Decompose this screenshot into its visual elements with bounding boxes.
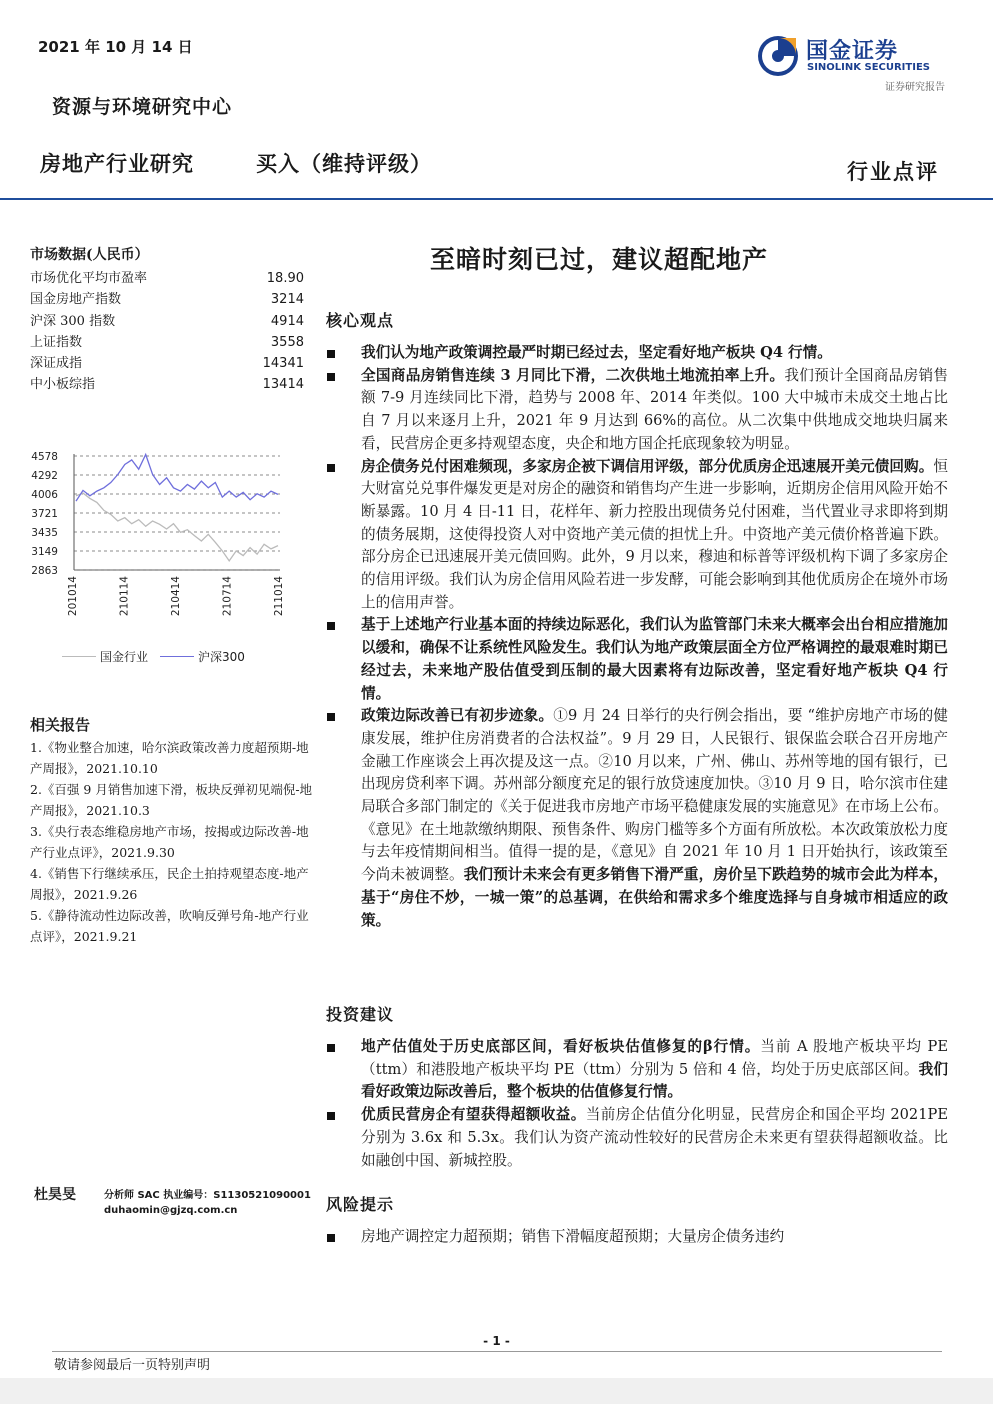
market-value: 18.90 <box>266 271 304 286</box>
x-tick-label: 201014 <box>67 576 79 617</box>
x-tick-label: 210114 <box>118 576 131 617</box>
invest-bold: 地产估值处于历史底部区间，看好板块估值修复的β行情。 <box>361 1038 761 1055</box>
core-view-item <box>326 365 948 456</box>
research-center: 资源与环境研究中心 <box>52 96 233 118</box>
market-label: 上证指数 <box>30 334 83 350</box>
footer-divider <box>52 1351 942 1352</box>
y-tick-label: 3149 <box>31 545 58 558</box>
x-tick-label: 210414 <box>170 576 182 617</box>
y-tick-label: 3721 <box>31 507 58 520</box>
legend-label: 国金行业 <box>100 650 149 664</box>
core-view-text: 恒大财富兑兑事件爆发更是对房企的融资和销售均产生进一步影响，近期房企信用风险开始不断暴露。10 月 4 日-11 日，花样年、新力控股出现债务兑付困难，当代置业寻求即将到期的债务展期，这使得投资人对中资地产美元债的担忧上升。中资地产美元债价格普遍下跌。部分房企已迅速展开美元债回购。此外，9 月以来，穆迪和标普等评级机构下调了多家房企的信用评级。我们认为房企信用风险若进一步发酵，可能会影响到其他优质房企在境外市场上的信用声誉。 <box>361 457 948 611</box>
analyst-info <box>104 1188 311 1218</box>
legend-swatch <box>160 656 194 657</box>
invest-bold: 我们看好政策边际改善后，整个板块的估值修复行情。 <box>361 1060 948 1101</box>
x-tick-label: 211014 <box>273 576 285 617</box>
core-view-bold: 全国商品房销售连续 3 月同比下滑，二次供地土地流拍率上升。 <box>361 366 785 384</box>
legend-item <box>160 648 245 665</box>
logo-cn-text: 国金证券 <box>806 39 899 64</box>
analyst-name: 杜昊旻 <box>34 1187 76 1203</box>
related-report-item[interactable]: 5.《静待流动性边际改善，吹响反弹号角-地产行业点评》，2021.9.21 <box>30 908 309 944</box>
market-row <box>30 268 310 289</box>
core-view-bold: 我们认为地产政策调控最严时期已经过去，坚定看好地产板块 Q4 行情。 <box>361 344 832 361</box>
market-row <box>30 311 310 332</box>
risk-title: 风险提示 <box>326 1195 395 1214</box>
report-title: 至暗时刻已过，建议超配地产 <box>430 245 769 274</box>
core-view-bold: 政策边际改善已有初步迹象。 <box>361 707 554 725</box>
y-tick-label: 4006 <box>31 489 58 502</box>
risk-item: 房地产调控定力超预期；销售下滑幅度超预期；大量房企债务违约 <box>326 1226 948 1249</box>
market-data-title: 市场数据(人民币） <box>30 247 149 263</box>
core-view-item <box>326 342 948 365</box>
related-report-item[interactable]: 1.《物业整合加速，哈尔滨政策改善力度超预期-地产周报》，2021.10.10 <box>30 740 309 776</box>
related-reports-list <box>30 737 318 947</box>
market-label: 市场优化平均市盈率 <box>30 271 148 286</box>
sinolink-logo-icon <box>756 34 800 78</box>
y-tick-label: 4578 <box>31 451 58 463</box>
market-row <box>30 374 310 395</box>
market-label: 中小板综指 <box>30 377 96 393</box>
rating: 买入（维持评级） <box>256 151 432 176</box>
x-tick-label: 210714 <box>221 576 234 617</box>
market-data-panel <box>30 244 310 396</box>
market-value: 3214 <box>270 292 304 308</box>
y-tick-label: 3435 <box>31 526 58 539</box>
core-view-bold: 基于上述地产行业基本面的持续边际恶化，我们认为监管部门未来大概率会出台相应措施加以缓和，确保不让系统性风险发生。我们认为地产政策层面全方位严格调控的最艰难时期已经过去，未来地产股估值受到压制的最大因素将有边际改善，坚定看好地产板块 Q4 行情。 <box>361 616 948 702</box>
market-label: 深证成指 <box>30 356 83 372</box>
market-label: 沪深 300 指数 <box>30 313 116 329</box>
market-row <box>30 289 310 310</box>
core-view-item <box>326 456 948 615</box>
related-report-item[interactable]: 3.《央行表态维稳房地产市场，按揭或边际改善-地产行业点评》，2021.9.30 <box>30 824 309 860</box>
industry-name: 房地产行业研究 <box>40 151 194 176</box>
header-divider <box>0 198 993 200</box>
core-view-text: ①9 月 24 日举行的央行例会指出，要 “维护房地产市场的健康发展，维护住房消费者的合法权益”。9 月 29 日，人民银行、银保监会联合召开房地产金融工作座谈会上再次提及这一点。②10 月以来，广州、佛山、苏州等地的国有银行，已出现房贷利率下调。苏州部分额度充足的银行放贷速度加快。③10 月 9 日，哈尔滨市住建局联合多部门制定的《关于促进我市房地产市场平稳健康发展的实施意见》在市场上公布。《意见》在土地款缴纳期限、预售条件、购房门槛等多个方面有所放松。本次政策放松力度与去年疫情期间相当。值得一提的是，《意见》自 2021 年 10 月 1 日开始执行，该政策至今尚未被调整。 <box>361 707 948 884</box>
core-view-bold: 我们预计未来会有更多销售下滑严重，房价呈下跌趋势的城市会此为样本，基于“房住不炒，一城一策”的总基调，在供给和需求多个维度选择与自身城市相适应的政策。 <box>361 866 948 929</box>
risk-list <box>326 1226 948 1249</box>
core-view-item <box>326 614 948 705</box>
invest-item <box>326 1104 948 1172</box>
report-date: 2021 年 10 月 14 日 <box>38 38 193 56</box>
related-report-item[interactable]: 4.《销售下行继续承压，民企土拍持观望态度-地产周报》，2021.9.26 <box>30 866 309 902</box>
y-tick-label: 4292 <box>31 470 58 483</box>
legend-label: 沪深300 <box>198 650 245 664</box>
analyst-email[interactable]: duhaomin@gjzq.com.cn <box>104 1205 238 1216</box>
investment-advice-title: 投资建议 <box>326 1005 395 1024</box>
core-view-bold: 房企债务兑付困难频现，多家房企被下调信用评级，部分优质房企迅速展开美元债回购。 <box>361 457 934 475</box>
y-tick-label: 2863 <box>31 565 58 577</box>
chart-legend <box>62 648 245 665</box>
market-value: 14341 <box>262 356 304 372</box>
core-view-text: 我们预计全国商品房销售额 7-9 月连续同比下滑，趋势与 2008 年、2014 年类似。100 大中城市未成交土地占比自 7 月以来逐月上升，2021 年 9 月达到 66%的高位。从二次集中供地成交地块归属来看，民营房企更多持观望态度，央企和地方国企托底现象较为明显。 <box>361 366 948 452</box>
core-views-title: 核心观点 <box>326 311 395 330</box>
invest-text: 当前 A 股地产板块平均 PE（ttm）和港股地产板块平均 PE（ttm）分别为 5 倍和 4 倍，均处于历史底部区间。 <box>361 1038 948 1078</box>
market-value: 3558 <box>270 334 304 350</box>
invest-text: 当前房企估值分化明显，民营房企和国企平均 2021PE 分别为 3.6x 和 5.3x。我们认为资产流动性较好的民营房企未来更有望获得超额收益。比如融创中国、新城控股。 <box>361 1106 948 1169</box>
logo-en-text: SINOLINK SECURITIES <box>807 62 930 73</box>
related-reports-title: 相关报告 <box>30 716 91 734</box>
market-value: 4914 <box>270 313 304 329</box>
analyst-sac: 分析师 SAC 执业编号：S1130521090001 <box>104 1190 311 1201</box>
investment-advice-list <box>326 1036 948 1172</box>
core-view-item <box>326 705 948 932</box>
footer-band <box>0 1378 993 1404</box>
index-chart <box>30 440 292 672</box>
page-number: - 1 - <box>483 1334 510 1348</box>
related-report-item[interactable]: 2.《百强 9 月销售加速下滑，板块反弹初见端倪-地产周报》，2021.10.3 <box>30 782 313 818</box>
market-row <box>30 353 310 374</box>
footer-note: 敬请参阅最后一页特别声明 <box>54 1358 211 1373</box>
index-chart-svg <box>30 440 292 672</box>
core-views-list <box>326 342 948 932</box>
market-label: 国金房地产指数 <box>30 292 122 308</box>
legend-item <box>62 648 148 665</box>
market-row <box>30 332 310 353</box>
invest-item <box>326 1036 948 1104</box>
report-type: 证券研究报告 <box>885 82 945 93</box>
market-value: 13414 <box>262 377 304 393</box>
legend-swatch <box>62 656 96 657</box>
invest-bold: 优质民营房企有望获得超额收益。 <box>361 1106 586 1124</box>
report-category: 行业点评 <box>847 159 939 184</box>
